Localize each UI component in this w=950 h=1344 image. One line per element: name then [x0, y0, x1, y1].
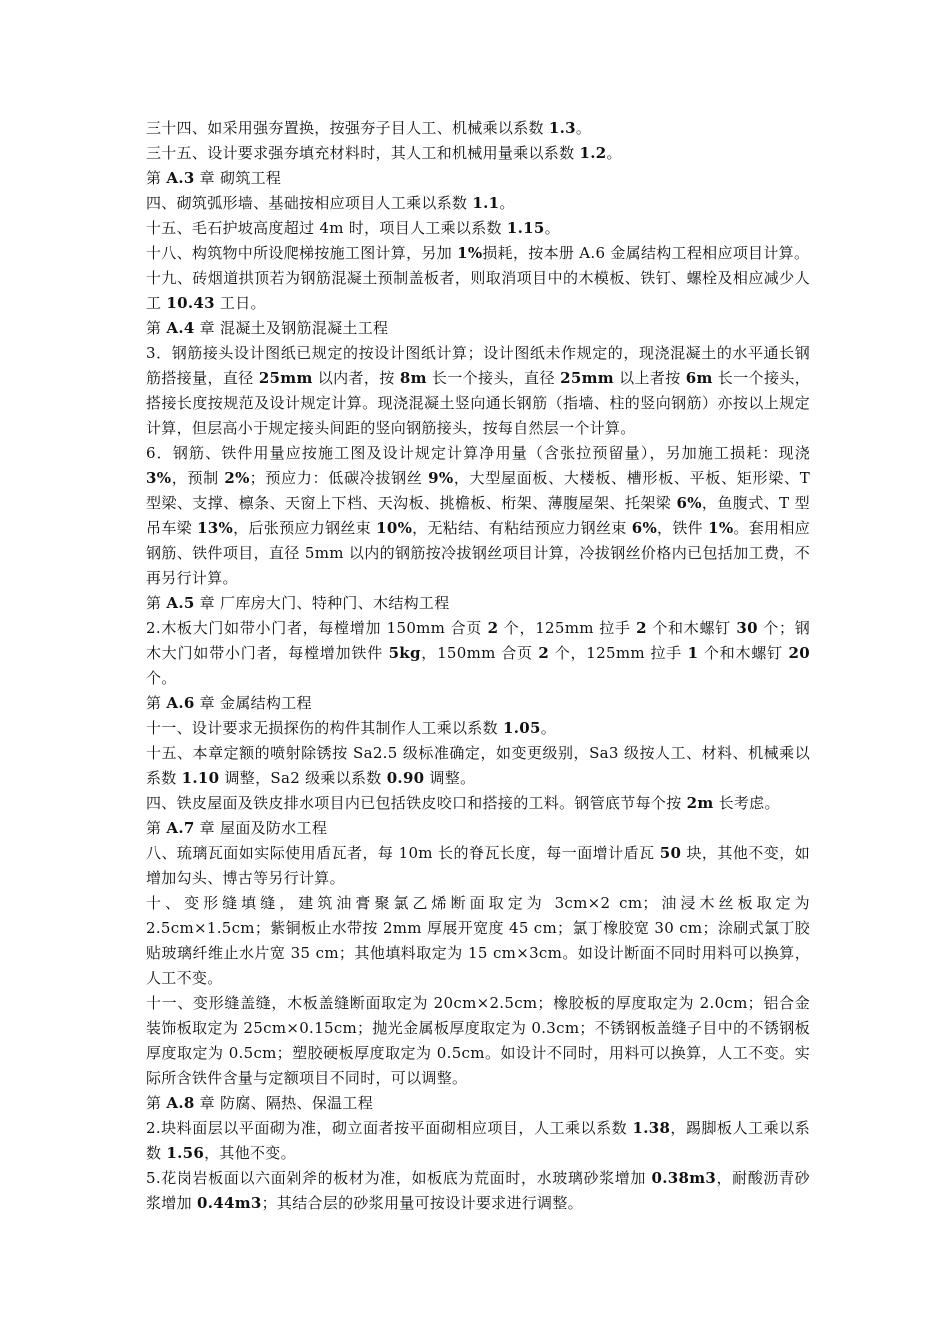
- chapter-heading: 第 A.3 章 砌筑工程: [146, 169, 282, 187]
- paragraph: 三十五、设计要求强夯填充材料时，其人工和机械用量乘以系数 1.2。: [146, 144, 622, 162]
- paragraph: 十九、砖烟道拱顶若为钢筋混凝土预制盖板者，则取消项目中的木模板、铁钉、螺栓及相应减少人工 10.43 工日。: [146, 269, 810, 312]
- paragraph: 2.木板大门如带小门者，每樘增加 150mm 合页 2 个，125mm 拉手 2 个和木螺钉 30 个；钢木大门如带小门者，每樘增加铁件 5kg，150mm 合页 2 个，125mm 拉手 1 个和木螺钉 20 个。: [146, 619, 811, 687]
- paragraph: 四、铁皮屋面及铁皮排水项目内已包括铁皮咬口和搭接的工料。钢管底节每个按 2m 长考虑。: [146, 794, 780, 812]
- chapter-heading: 第 A.7 章 屋面及防水工程: [146, 819, 328, 837]
- paragraph: 八、琉璃瓦面如实际使用盾瓦者，每 10m 长的脊瓦长度，每一面增计盾瓦 50 块，其他不变，如增加勾头、博古等另行计算。: [146, 844, 810, 887]
- paragraph: 5.花岗岩板面以六面剁斧的板材为准，如板底为荒面时，水玻璃砂浆增加 0.38m3，耐酸沥青砂浆增加 0.44m3；其结合层的砂浆用量可按设计要求进行调整。: [146, 1169, 810, 1212]
- chapter-heading: 第 A.6 章 金属结构工程: [146, 694, 312, 712]
- paragraph: 十八、构筑物中所设爬梯按施工图计算，另加 1%损耗，按本册 A.6 金属结构工程相应项目计算。: [146, 244, 810, 262]
- paragraph: 十一、变形缝盖缝，木板盖缝断面取定为 20cm×2.5cm；橡胶板的厚度取定为 2.0cm；铝合金装饰板取定为 25cm×0.15cm；抛光金属板厚度取定为 0.3cm；不锈钢板盖缝子目中的不锈钢板厚度取定为 0.5cm；塑胶硬板厚度取定为 0.5cm。如设计不同时，用料可以换算，人工不变。实际所含铁件含量与定额项目不同时，可以调整。: [146, 994, 810, 1087]
- paragraph: 四、砌筑弧形墙、基础按相应项目人工乘以系数 1.1。: [146, 194, 515, 212]
- paragraph: 十一、设计要求无损探伤的构件其制作人工乘以系数 1.05。: [146, 719, 557, 737]
- paragraph: 十五、本章定额的喷射除锈按 Sa2.5 级标准确定，如变更级别，Sa3 级按人工、材料、机械乘以系数 1.10 调整，Sa2 级乘以系数 0.90 调整。: [146, 744, 810, 787]
- chapter-heading: 第 A.4 章 混凝土及钢筋混凝土工程: [146, 319, 389, 337]
- paragraph: 2.块料面层以平面砌为准，砌立面者按平面砌相应项目，人工乘以系数 1.38，踢脚板人工乘以系数 1.56，其他不变。: [146, 1119, 811, 1162]
- document-body: [146, 116, 810, 1216]
- paragraph: 十、变形缝填缝，建筑油膏聚氯乙烯断面取定为 3cm×2 cm；油浸木丝板取定为 2.5cm×1.5cm；紫铜板止水带按 2mm 厚展开宽度 45 cm；氯丁橡胶宽 30 cm；涂刷式氯丁胶贴玻璃纤维止水片宽 35 cm；其他填料取定为 15 cm×3cm。如设计断面不同时用料可以换算，人工不变。: [146, 894, 810, 987]
- chapter-heading: 第 A.8 章 防腐、隔热、保温工程: [146, 1094, 374, 1112]
- paragraph: 三十四、如采用强夯置换，按强夯子目人工、机械乘以系数 1.3。: [146, 119, 592, 137]
- paragraph: 十五、毛石护坡高度超过 4m 时，项目人工乘以系数 1.15。: [146, 219, 560, 237]
- paragraph: 6．钢筋、铁件用量应按施工图及设计规定计算净用量（含张拉预留量），另加施工损耗：现浇 3%，预制 2%；预应力：低碳冷拔钢丝 9%，大型屋面板、大楼板、槽形板、平板、矩形梁、T 型梁、支撑、檩条、天窗上下档、天沟板、挑檐板、桁架、薄腹屋架、托架梁 6%，鱼腹式、T 型吊车梁 13%，后张预应力钢丝束 10%，无粘结、有粘结预应力钢丝束 6%，铁件 1%。套用相应钢筋、铁件项目，直径 5mm 以内的钢筋按冷拔钢丝项目计算，冷拔钢丝价格内已包括加工费，不再另行计算。: [146, 444, 810, 587]
- chapter-heading: 第 A.5 章 厂库房大门、特种门、木结构工程: [146, 594, 450, 612]
- paragraph: 3．钢筋接头设计图纸已规定的按设计图纸计算；设计图纸未作规定的，现浇混凝土的水平通长钢筋搭接量，直径 25mm 以内者，按 8m 长一个接头，直径 25mm 以上者按 6m 长一个接头，搭接长度按规范及设计规定计算。现浇混凝土竖向通长钢筋（指墙、柱的竖向钢筋）亦按以上规定计算，但层高小于规定接头间距的竖向钢筋接头，按每自然层一个计算。: [146, 344, 810, 437]
